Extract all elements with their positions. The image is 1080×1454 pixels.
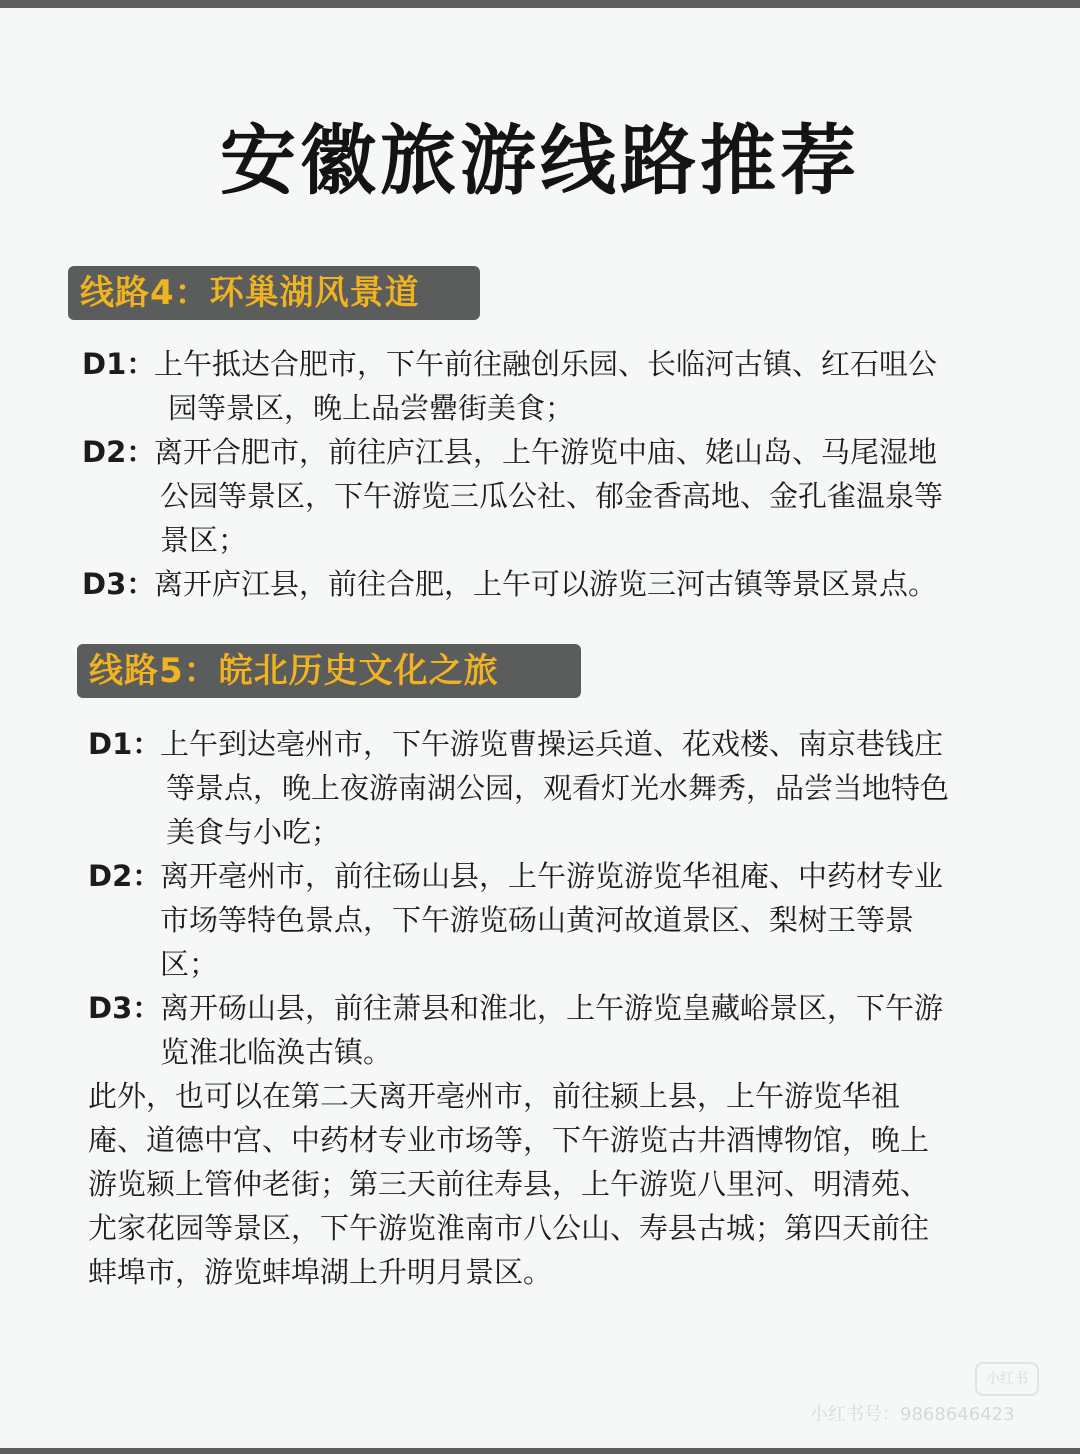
route-5-badge: 线路5：皖北历史文化之旅 <box>77 644 581 698</box>
watermark-logo: 小红书 <box>975 1362 1039 1396</box>
day-line: 离开砀山县，前往萧县和淮北，上午游览皇藏峪景区，下午游 <box>160 991 944 1025</box>
route-5-day-3 <box>88 986 1028 1074</box>
day-line: 园等景区，晚上品尝罍街美食； <box>168 391 575 425</box>
bottom-border <box>0 1448 1080 1454</box>
note-line: 蚌埠市，游览蚌埠湖上升明月景区。 <box>88 1255 553 1289</box>
day-line: 离开亳州市，前往砀山县，上午游览游览华祖庵、中药材专业 <box>160 859 944 893</box>
day-line: 景区； <box>160 523 248 557</box>
route-4-badge: 线路4：环巢湖风景道 <box>68 266 480 320</box>
day-line: 上午抵达合肥市，下午前往融创乐园、长临河古镇、红石咀公 <box>154 347 938 381</box>
route-5-day-1 <box>88 722 1028 854</box>
day-label: D2： <box>88 859 162 893</box>
day-line: 离开庐江县，前往合肥，上午可以游览三河古镇等景区景点。 <box>154 567 938 601</box>
day-line: 览淮北临涣古镇。 <box>160 1035 393 1069</box>
page-title: 安徽旅游线路推荐 <box>220 116 860 205</box>
day-label: D3： <box>88 991 162 1025</box>
route-4-day-1 <box>82 342 1022 430</box>
note-line: 游览颍上管仲老街；第三天前往寿县，上午游览八里河、明清苑、 <box>88 1167 930 1201</box>
note-line: 尤家花园等景区，下午游览淮南市八公山、寿县古城；第四天前往 <box>88 1211 930 1245</box>
note-line: 此外，也可以在第二天离开亳州市，前往颍上县，上午游览华祖 <box>88 1079 901 1113</box>
note-line: 庵、道德中宫、中药材专业市场等，下午游览古井酒博物馆，晚上 <box>88 1123 930 1157</box>
day-line: 美食与小吃； <box>166 815 341 849</box>
day-line: 公园等景区，下午游览三瓜公社、郁金香高地、金孔雀温泉等 <box>160 479 944 513</box>
day-line: 上午到达亳州市，下午游览曹操运兵道、花戏楼、南京巷钱庄 <box>160 727 944 761</box>
day-label: D1： <box>82 347 156 381</box>
route-4-day-2 <box>82 430 1022 562</box>
top-border <box>0 0 1080 8</box>
route-4-day-3 <box>82 562 1022 606</box>
day-line: 区； <box>160 947 219 981</box>
day-line: 市场等特色景点，下午游览砀山黄河故道景区、梨树王等景 <box>160 903 915 937</box>
day-label: D3： <box>82 567 156 601</box>
day-line: 离开合肥市，前往庐江县，上午游览中庙、姥山岛、马尾湿地 <box>154 435 938 469</box>
document-page <box>0 8 1080 1448</box>
day-line: 等景点，晚上夜游南湖公园，观看灯光水舞秀，品尝当地特色 <box>166 771 950 805</box>
watermark-id: 小红书号：9868646423 <box>810 1404 1015 1425</box>
route-5-note <box>88 1074 1008 1294</box>
route-5-day-2 <box>88 854 1028 986</box>
day-label: D2： <box>82 435 156 469</box>
day-label: D1： <box>88 727 162 761</box>
